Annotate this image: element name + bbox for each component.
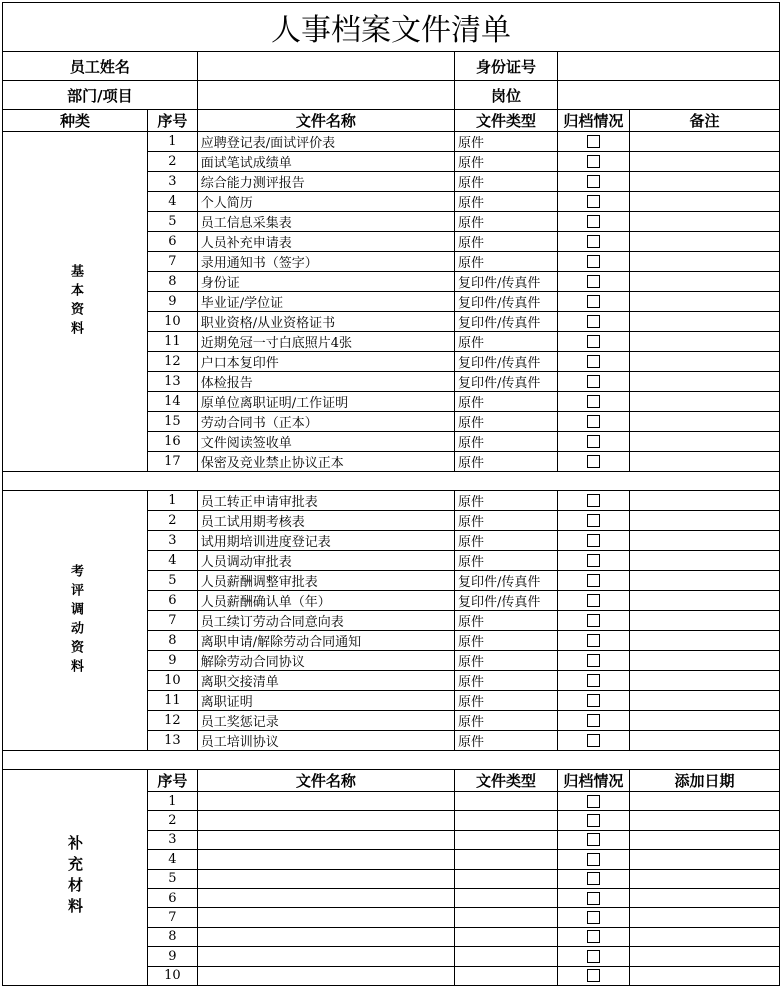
archive-checkbox[interactable] [587,534,600,547]
archive-status-cell[interactable] [557,192,629,212]
row-seq: 15 [148,412,198,432]
row-seq: 12 [148,352,198,372]
archive-checkbox[interactable] [587,969,600,982]
archive-checkbox[interactable] [587,554,600,567]
row-date-added[interactable] [629,830,779,849]
archive-checkbox[interactable] [587,734,600,747]
row-file-name: 员工培训协议 [197,731,454,751]
row-file-name[interactable] [197,811,454,830]
archive-status-cell[interactable] [557,908,629,927]
row-file-type[interactable] [455,792,558,811]
row-notes[interactable] [629,452,779,472]
row-file-type: 复印件/传真件 [455,352,558,372]
page-title: 人事档案文件清单 [3,3,780,52]
row-file-name[interactable] [197,869,454,888]
row-notes[interactable] [629,212,779,232]
archive-checkbox[interactable] [587,714,600,727]
row-file-type: 原件 [455,531,558,551]
row-file-type: 原件 [455,711,558,731]
row-file-type: 复印件/传真件 [455,272,558,292]
header-archive-status: 归档情况 [557,110,629,132]
row-file-type[interactable] [455,888,558,907]
section-gap [3,472,780,491]
row-notes[interactable] [629,691,779,711]
archive-checkbox[interactable] [587,930,600,943]
row-file-type: 原件 [455,232,558,252]
row-seq: 12 [148,711,198,731]
archive-status-cell[interactable] [557,312,629,332]
row-file-type: 原件 [455,172,558,192]
row-notes[interactable] [629,372,779,392]
header-date-added: 添加日期 [629,770,779,792]
row-date-added[interactable] [629,792,779,811]
archive-status-cell[interactable] [557,511,629,531]
row-file-type: 原件 [455,671,558,691]
row-file-type[interactable] [455,947,558,966]
archive-checkbox[interactable] [587,634,600,647]
row-notes[interactable] [629,252,779,272]
archive-status-cell[interactable] [557,691,629,711]
archive-checkbox[interactable] [587,694,600,707]
row-file-name: 劳动合同书（正本） [197,412,454,432]
row-file-name: 离职交接清单 [197,671,454,691]
archive-status-cell[interactable] [557,372,629,392]
archive-status-cell[interactable] [557,232,629,252]
row-seq: 10 [148,671,198,691]
archive-checkbox[interactable] [587,175,600,188]
archive-status-cell[interactable] [557,212,629,232]
row-seq: 8 [148,272,198,292]
archive-status-cell[interactable] [557,332,629,352]
row-file-name: 录用通知书（签字） [197,252,454,272]
row-seq: 8 [148,927,198,946]
header-file-type: 文件类型 [455,110,558,132]
row-seq: 5 [148,212,198,232]
row-seq: 10 [148,312,198,332]
row-notes[interactable] [629,511,779,531]
row-seq: 4 [148,850,198,869]
archive-checkbox[interactable] [587,514,600,527]
header-file-type: 文件类型 [455,770,558,792]
archive-checkbox[interactable] [587,594,600,607]
row-seq: 1 [148,491,198,511]
archive-checkbox[interactable] [587,375,600,388]
archive-checklist-table [2,2,780,986]
archive-checkbox[interactable] [587,235,600,248]
row-file-type: 原件 [455,152,558,172]
archive-status-cell[interactable] [557,392,629,412]
position-field[interactable] [557,81,779,110]
row-file-name[interactable] [197,888,454,907]
archive-checkbox[interactable] [587,911,600,924]
row-seq: 1 [148,132,198,152]
row-file-type[interactable] [455,850,558,869]
archive-checkbox[interactable] [587,614,600,627]
row-notes[interactable] [629,432,779,452]
row-seq: 2 [148,152,198,172]
row-file-type: 原件 [455,691,558,711]
archive-checkbox[interactable] [587,315,600,328]
row-file-name[interactable] [197,908,454,927]
row-file-name: 员工试用期考核表 [197,511,454,531]
department-label: 部门/项目 [3,81,198,110]
row-file-name[interactable] [197,792,454,811]
row-file-name[interactable] [197,927,454,946]
header-notes: 备注 [629,110,779,132]
row-notes[interactable] [629,591,779,611]
row-file-name: 员工续订劳动合同意向表 [197,611,454,631]
row-file-name: 离职证明 [197,691,454,711]
archive-status-cell[interactable] [557,869,629,888]
archive-checkbox[interactable] [587,135,600,148]
section-category [3,132,148,472]
table-row [3,491,780,511]
row-file-name: 应聘登记表/面试评价表 [197,132,454,152]
archive-status-cell[interactable] [557,792,629,811]
archive-checkbox[interactable] [587,275,600,288]
row-date-added[interactable] [629,811,779,830]
row-seq: 16 [148,432,198,452]
row-file-type: 原件 [455,491,558,511]
row-file-name: 原单位离职证明/工作证明 [197,392,454,412]
row-file-type: 原件 [455,212,558,232]
row-seq: 3 [148,531,198,551]
header-category: 种类 [3,110,148,132]
section-gap [3,751,780,770]
row-seq: 6 [148,591,198,611]
row-notes[interactable] [629,272,779,292]
header-seq: 序号 [148,110,198,132]
archive-checkbox[interactable] [587,355,600,368]
archive-checkbox[interactable] [587,335,600,348]
row-notes[interactable] [629,571,779,591]
section-category [3,770,148,986]
archive-checkbox[interactable] [587,872,600,885]
row-file-name: 面试笔试成绩单 [197,152,454,172]
archive-status-cell[interactable] [557,947,629,966]
archive-checkbox[interactable] [587,295,600,308]
archive-status-cell[interactable] [557,412,629,432]
archive-status-cell[interactable] [557,571,629,591]
header-seq: 序号 [148,770,198,792]
archive-status-cell[interactable] [557,850,629,869]
row-file-type: 复印件/传真件 [455,571,558,591]
archive-checkbox[interactable] [587,395,600,408]
row-seq: 9 [148,651,198,671]
row-seq: 13 [148,731,198,751]
archive-status-cell[interactable] [557,491,629,511]
archive-status-cell[interactable] [557,352,629,372]
row-seq: 8 [148,631,198,651]
row-seq: 2 [148,511,198,531]
row-file-type: 原件 [455,252,558,272]
row-notes[interactable] [629,531,779,551]
archive-checkbox[interactable] [587,215,600,228]
row-file-type: 原件 [455,432,558,452]
row-notes[interactable] [629,312,779,332]
section-category [3,491,148,751]
row-file-name: 职业资格/从业资格证书 [197,312,454,332]
archive-status-cell[interactable] [557,711,629,731]
row-file-name: 保密及竞业禁止协议正本 [197,452,454,472]
row-date-added[interactable] [629,888,779,907]
section-category-label: 基本资料 [68,263,83,340]
row-notes[interactable] [629,292,779,312]
row-seq: 2 [148,811,198,830]
row-seq: 3 [148,830,198,849]
archive-status-cell[interactable] [557,651,629,671]
row-seq: 7 [148,252,198,272]
row-seq: 6 [148,888,198,907]
row-seq: 11 [148,691,198,711]
row-seq: 1 [148,792,198,811]
row-notes[interactable] [629,551,779,571]
row-notes[interactable] [629,412,779,432]
position-label: 岗位 [455,81,558,110]
archive-status-cell[interactable] [557,531,629,551]
archive-status-cell[interactable] [557,432,629,452]
row-file-type: 复印件/传真件 [455,372,558,392]
row-file-type: 原件 [455,412,558,432]
archive-status-cell[interactable] [557,671,629,691]
row-file-name: 人员薪酬调整审批表 [197,571,454,591]
row-file-type[interactable] [455,927,558,946]
row-file-name: 员工转正申请审批表 [197,491,454,511]
row-file-name: 毕业证/学位证 [197,292,454,312]
archive-checkbox[interactable] [587,892,600,905]
row-file-name: 解除劳动合同协议 [197,651,454,671]
archive-checkbox[interactable] [587,654,600,667]
archive-status-cell[interactable] [557,292,629,312]
section-spacer [3,472,780,491]
row-seq: 5 [148,869,198,888]
row-file-name: 近期免冠一寸白底照片4张 [197,332,454,352]
row-seq: 4 [148,192,198,212]
row-notes[interactable] [629,631,779,651]
row-notes[interactable] [629,671,779,691]
row-file-type: 原件 [455,452,558,472]
table-row [3,132,780,152]
row-file-name: 员工奖惩记录 [197,711,454,731]
archive-status-cell[interactable] [557,252,629,272]
row-date-added[interactable] [629,869,779,888]
row-file-type[interactable] [455,830,558,849]
header-file-name: 文件名称 [197,770,454,792]
row-file-name[interactable] [197,830,454,849]
row-seq: 3 [148,172,198,192]
archive-status-cell[interactable] [557,272,629,292]
archive-checkbox[interactable] [587,455,600,468]
row-notes[interactable] [629,392,779,412]
row-file-name: 试用期培训进度登记表 [197,531,454,551]
row-file-name: 综合能力测评报告 [197,172,454,192]
row-file-type: 原件 [455,192,558,212]
row-notes[interactable] [629,611,779,631]
section-spacer [3,751,780,770]
archive-status-cell[interactable] [557,927,629,946]
row-notes[interactable] [629,172,779,192]
row-file-name[interactable] [197,850,454,869]
archive-checkbox[interactable] [587,415,600,428]
row-file-type: 原件 [455,631,558,651]
row-date-added[interactable] [629,850,779,869]
archive-checkbox[interactable] [587,155,600,168]
row-file-name[interactable] [197,966,454,985]
archive-status-cell[interactable] [557,172,629,192]
row-file-name: 体检报告 [197,372,454,392]
archive-checkbox[interactable] [587,833,600,846]
row-seq: 13 [148,372,198,392]
row-file-type: 复印件/传真件 [455,292,558,312]
archive-checkbox[interactable] [587,195,600,208]
archive-checkbox[interactable] [587,674,600,687]
section-category-label: 考评调动资料 [68,563,83,678]
row-file-name: 人员补充申请表 [197,232,454,252]
row-seq: 17 [148,452,198,472]
archive-status-cell[interactable] [557,631,629,651]
department-field[interactable] [197,81,454,110]
row-file-name: 离职申请/解除劳动合同通知 [197,631,454,651]
row-seq: 5 [148,571,198,591]
archive-status-cell[interactable] [557,731,629,751]
row-notes[interactable] [629,192,779,212]
archive-status-cell[interactable] [557,551,629,571]
row-notes[interactable] [629,352,779,372]
row-seq: 11 [148,332,198,352]
row-file-type: 原件 [455,651,558,671]
row-file-name: 个人简历 [197,192,454,212]
row-file-type: 原件 [455,611,558,631]
archive-status-cell[interactable] [557,888,629,907]
row-file-type: 原件 [455,551,558,571]
row-seq: 14 [148,392,198,412]
archive-status-cell[interactable] [557,591,629,611]
row-file-name: 文件阅读签收单 [197,432,454,452]
table-header [3,110,780,132]
row-notes[interactable] [629,491,779,511]
row-notes[interactable] [629,152,779,172]
id-number-field[interactable] [557,52,779,81]
row-seq: 7 [148,611,198,631]
archive-checkbox[interactable] [587,255,600,268]
row-file-type: 复印件/传真件 [455,312,558,332]
row-notes[interactable] [629,232,779,252]
row-file-type[interactable] [455,966,558,985]
archive-status-cell[interactable] [557,611,629,631]
row-seq: 4 [148,551,198,571]
row-notes[interactable] [629,731,779,751]
row-file-type: 原件 [455,332,558,352]
row-file-name: 人员调动审批表 [197,551,454,571]
archive-checkbox[interactable] [587,574,600,587]
row-file-type: 复印件/传真件 [455,591,558,611]
row-date-added[interactable] [629,908,779,927]
archive-checkbox[interactable] [587,853,600,866]
row-seq: 6 [148,232,198,252]
archive-status-cell[interactable] [557,966,629,985]
row-file-type[interactable] [455,908,558,927]
row-notes[interactable] [629,332,779,352]
row-notes[interactable] [629,132,779,152]
archive-checkbox[interactable] [587,950,600,963]
section-category-label: 补充材料 [66,835,84,920]
archive-checkbox[interactable] [587,494,600,507]
row-file-type[interactable] [455,869,558,888]
row-file-name: 员工信息采集表 [197,212,454,232]
row-date-added[interactable] [629,966,779,985]
id-number-label: 身份证号 [455,52,558,81]
archive-checkbox[interactable] [587,814,600,827]
header-file-name: 文件名称 [197,110,454,132]
employee-name-label: 员工姓名 [3,52,198,81]
row-seq: 9 [148,292,198,312]
row-file-name[interactable] [197,947,454,966]
row-file-name: 身份证 [197,272,454,292]
archive-checkbox[interactable] [587,795,600,808]
header-archive-status: 归档情况 [557,770,629,792]
row-file-type[interactable] [455,811,558,830]
archive-status-cell[interactable] [557,830,629,849]
row-file-type: 原件 [455,731,558,751]
archive-status-cell[interactable] [557,132,629,152]
archive-status-cell[interactable] [557,152,629,172]
row-date-added[interactable] [629,927,779,946]
row-seq: 10 [148,966,198,985]
row-seq: 7 [148,908,198,927]
employee-name-field[interactable] [197,52,454,81]
row-seq: 9 [148,947,198,966]
row-notes[interactable] [629,651,779,671]
row-file-name: 人员薪酬确认单（年） [197,591,454,611]
row-file-type: 原件 [455,132,558,152]
archive-status-cell[interactable] [557,811,629,830]
row-file-type: 原件 [455,511,558,531]
archive-status-cell[interactable] [557,452,629,472]
row-notes[interactable] [629,711,779,731]
row-file-name: 户口本复印件 [197,352,454,372]
row-date-added[interactable] [629,947,779,966]
row-file-type: 原件 [455,392,558,412]
archive-checkbox[interactable] [587,435,600,448]
supplementary-header [3,770,780,792]
